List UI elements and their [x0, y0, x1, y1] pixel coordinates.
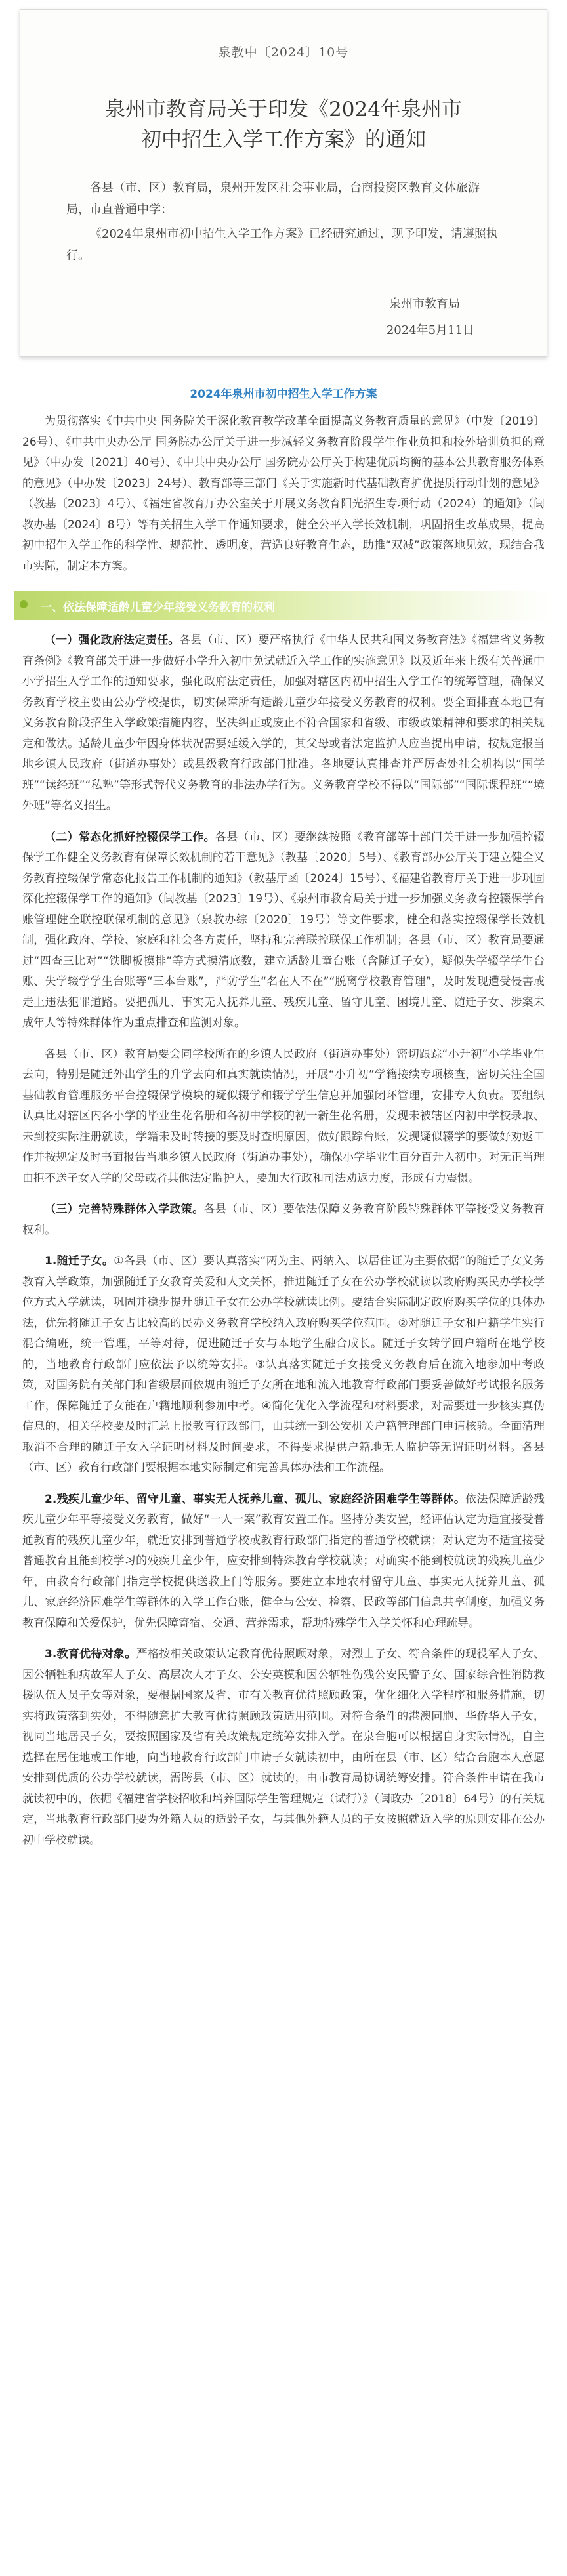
paragraph-preferential-body: 严格按相关政策认定教育优待照顾对象，对烈士子女、符合条件的现役军人子女、因公牺牲和病故军人子女、高层次人才子女、公安英模和因公牺牲伤残公安民警子女、国家综合性消防救援队伍人员子女等对象，要根据国家及省、市有关教育优待照顾政策，优化细化入学程序和服务措施，切实将政策落到实处，不得随意扩大教育优待照顾政策适用范围。对符合条件的港澳同胞、华侨华人子女，视同当地居民子女，要按照国家及省有关政策规定统筹安排入学。在泉台胞可以根据自身实际情况，自主选择在居住地或工作地，向当地教育行政部门申请子女就读初中，由所在县（市、区）结合台胞本人意愿安排到优质的公办学校就读，需跨县（市、区）就读的，由市教育局协调统筹安排。符合条件申请在我市就读初中的，依据《福建省学校招收和培养国际学生管理规定（试行）》（闽政办〔2018〕64号）的有关规定，当地教育行政部门要为外籍人员的适龄子女，与其他外籍人员的子女按照就近入学的原则安排在公办初中学校就读。 — [22, 1648, 545, 1847]
doc-number: 泉教中〔2024〕10号 — [218, 45, 349, 60]
paragraph-tracking: 各县（市、区）教育局要会同学校所在的乡镇人民政府（街道办事处）密切跟踪“小升初”小学毕业生去向，特别是随迁外出学生的升学去向和真实就读情况，开展“小升初”学籍接续专项核查，密切关注全国基础教育管理服务平台控辍保学模块的疑似辍学和辍学学生信息并加强闭环管理，安排专人负责。要组织认真比对辖区内各小学的毕业生花名册和各初中学校的初一新生花名册，发现未被辖区内初中学校录取、未到校实际注册就读，学籍未及时转接的要及时查明原因，做好跟踪台账，发现疑似辍学的要做好劝返工作并按规定及时书面报告当地乡镇人民政府（街道办事处），确保小学毕业生百分百升入初中。对无正当理由拒不送子女入学的父母或者其他法定监护人，要加大行政和司法劝返力度，形成有力震慑。 — [22, 1047, 545, 1185]
paragraph-preferential-heading: 3.教育优待对象。 — [45, 1648, 136, 1661]
notice-card — [20, 9, 547, 357]
doc-title-line1: 泉州市教育局关于印发《2024年泉州市 — [105, 98, 462, 121]
paragraph-special-groups — [22, 1199, 545, 1241]
paragraph-dropout — [22, 827, 545, 1034]
section-bullet-icon — [20, 600, 28, 608]
paragraph-disabled-children-heading: 2.残疾儿童少年、留守儿童、事实无人抚养儿童、孤儿、家庭经济困难学生等群体。 — [45, 1492, 466, 1506]
section-header-1 — [14, 591, 553, 620]
plan-title: 2024年泉州市初中招生入学工作方案 — [190, 388, 377, 401]
plan-content — [0, 411, 567, 577]
paragraph-preferential — [22, 1644, 545, 1851]
doc-title-line2: 初中招生入学工作方案》的通知 — [141, 128, 426, 152]
paragraph-special-groups-heading: （三）完善特殊群体入学政策。 — [45, 1203, 204, 1216]
doc-title — [66, 94, 501, 155]
paragraph-migrant-children-body: ①各县（市、区）要认真落实“两为主、两纳入、以居住证为主要依据”的随迁子女义务教育入学政策，加强随迁子女教育关爱和人文关怀，推进随迁子女在公办学校就读以政府购买民办学校学位方式入学就读，巩固并稳步提升随迁子女在公办学校就读比例。要结合实际制定政府购买学位的具体办法，优先将随迁子女占比较高的民办义务教育学校纳入政府购买学位范围。②对随迁子女和户籍学生实行混合编班，统一管理，平等对待，促进随迁子女与本地学生融合成长。随迁子女转学回户籍所在地学校的，当地教育行政部门应依法予以统筹安排。③认真落实随迁子女接受义务教育后在流入地参加中考政策，对国务院有关部门和省级层面依规由随迁子女所在地和流入地教育行政部门要妥善做好考试报名服务工作，保障随迁子女能在户籍地顺利参加中考。④简化优化入学流程和材料要求，对需要进一步核实真伪信息的，相关学校要及时汇总上报教育行政部门，由其统一到公安机关户籍管理部门申请核验。全面清理取消不合理的随迁子女入学证明材料及时间要求，不得要求提供户籍地无人监护等无谓证明材料。各县（市、区）教育行政部门要根据本地实际制定和完善具体办法和工作流程。 — [22, 1255, 545, 1474]
paragraph-special-groups-body: 各县（市、区）要依法保障义务教育阶段特殊群体平等接受义务教育权利。 — [22, 1203, 545, 1237]
section-1-content — [0, 631, 567, 1851]
doc-sign: 泉州市教育局 — [389, 297, 460, 311]
paragraph-duty — [22, 631, 545, 817]
doc-date: 2024年5月11日 — [386, 323, 474, 337]
paragraph-disabled-children-body: 依法保障适龄残疾儿童少年平等接受义务教育，做好“一人一案”教育安置工作。坚持分类安置，经评估认定为适宜接受普通教育的残疾儿童少年，就近安排到普通学校或教育行政部门指定的普通学校就读；对认定为不适宜接受普通教育且能到校学习的残疾儿童少年，应安排到特殊教育学校就读；对确实不能到校就读的残疾儿童少年，由教育行政部门指定学校提供送教上门等服务。要建立本地农村留守儿童、事实无人抚养儿童、孤儿、家庭经济困难学生等群体的入学工作台账，健全与公安、检察、民政等部门信息共享制度，加强义务教育保障和关爱保护，优先保障寄宿、交通、营养需求，帮助特殊学生入学关怀和心理疏导。 — [22, 1492, 545, 1630]
intro-paragraph: 为贯彻落实《中共中央 国务院关于深化教育教学改革全面提高义务教育质量的意见》（中发〔2019〕26号）、《中共中央办公厅 国务院办公厅关于进一步减轻义务教育阶段学生作业负担和校外培训负担的意见》（中办发〔2021〕40号）、《中共中央办公厅 国务院办公厅关于构建优质均衡的基本公共教育服务体系的意见》（中办发〔2023〕24号）、教育部等三部门《关于实施新时代基础教育扩优提质行动计划的意见》（教基〔2023〕4号）、《福建省教育厅办公室关于开展义务教育阳光招生专项行动（2024）的通知》（闽教办基〔2024〕8号）等有关招生入学工作通知要求，健全公平入学长效机制，巩固招生改革成果，提高初中招生入学工作的科学性、规范性、透明度，营造良好教育生态，助推“双减”政策落地见效，现结合我市实际，制定本方案。 — [22, 415, 545, 573]
doc-addressee: 各县（市、区）教育局，泉州开发区社会事业局，台商投资区教育文体旅游局，市直普通中学： — [66, 181, 480, 217]
paragraph-migrant-children — [22, 1251, 545, 1479]
paragraph-migrant-children-heading: 1.随迁子女。 — [45, 1255, 114, 1268]
doc-body: 《2024年泉州市初中招生入学工作方案》已经研究通过，现予印发，请遵照执行。 — [66, 227, 498, 262]
paragraph-dropout-body: 各县（市、区）要继续按照《教育部等十部门关于进一步加强控辍保学工作健全义务教育有保障长效机制的若干意见》（教基〔2020〕5号）、《教育部办公厅关于建立健全义务教育控辍保学常态化报告工作机制的通知》（教基厅函〔2024〕15号）、《福建省教育厅关于进一步巩固深化控辍保学工作的通知》（闽教基〔2023〕19号）、《泉州市教育局关于进一步加强义务教育控辍保学台账管理健全联控联保机制的意见》（泉教办综〔2020〕19号）等文件要求，健全和落实控辍保学长效机制，强化政府、学校、家庭和社会各方责任，坚持和完善联控联保工作机制；各县（市、区）教育局要通过“四查三比对”“铁脚板摸排”等方式摸清底数，建立适龄儿童台账（含随迁子女），疑似失学辍学学生台账、失学辍学学生台账等“三本台账”，严防学生“名在人不在”“脱离学校教育管理”，及时发现遭受侵害或走上违法犯罪道路。要把孤儿、事实无人抚养儿童、残疾儿童、留守儿童、困境儿童、随迁子女、涉案未成年人等特殊群体作为重点排查和监测对象。 — [22, 830, 545, 1029]
paragraph-duty-heading: （一）强化政府法定责任。 — [45, 634, 180, 647]
paragraph-dropout-heading: （二）常态化抓好控辍保学工作。 — [45, 830, 215, 844]
paragraph-disabled-children — [22, 1489, 545, 1634]
section-header-label: 一、依法保障适龄儿童少年接受义务教育的权利 — [41, 600, 275, 614]
paragraph-duty-body: 各县（市、区）要严格执行《中华人民共和国义务教育法》《福建省义务教育条例》《教育部关于进一步做好小学升入初中免试就近入学工作的实施意见》以及近年来上级有关普通中小学招生入学工作的通知要求，强化政府法定责任，加强对辖区内初中招生入学工作的统筹管理，确保义务教育学校主要由公办学校提供，切实保障所有适龄儿童少年接受义务教育的权利。要全面排查本地已有义务教育阶段招生入学政策措施内容，坚决纠正或废止不符合国家和省级、市级政策精神和要求的相关规定和做法。适龄儿童少年因身体状况需要延缓入学的，其父母或者法定监护人应当提出申请，按规定报当地乡镇人民政府（街道办事处）或县级教育行政部门批准。各地要认真排查并严厉查处社会机构以“国学班”“读经班”“私塾”等形式替代义务教育的非法办学行为。义务教育学校不得以“国际部”“国际课程班”“境外班”等名义招生。 — [22, 634, 545, 812]
